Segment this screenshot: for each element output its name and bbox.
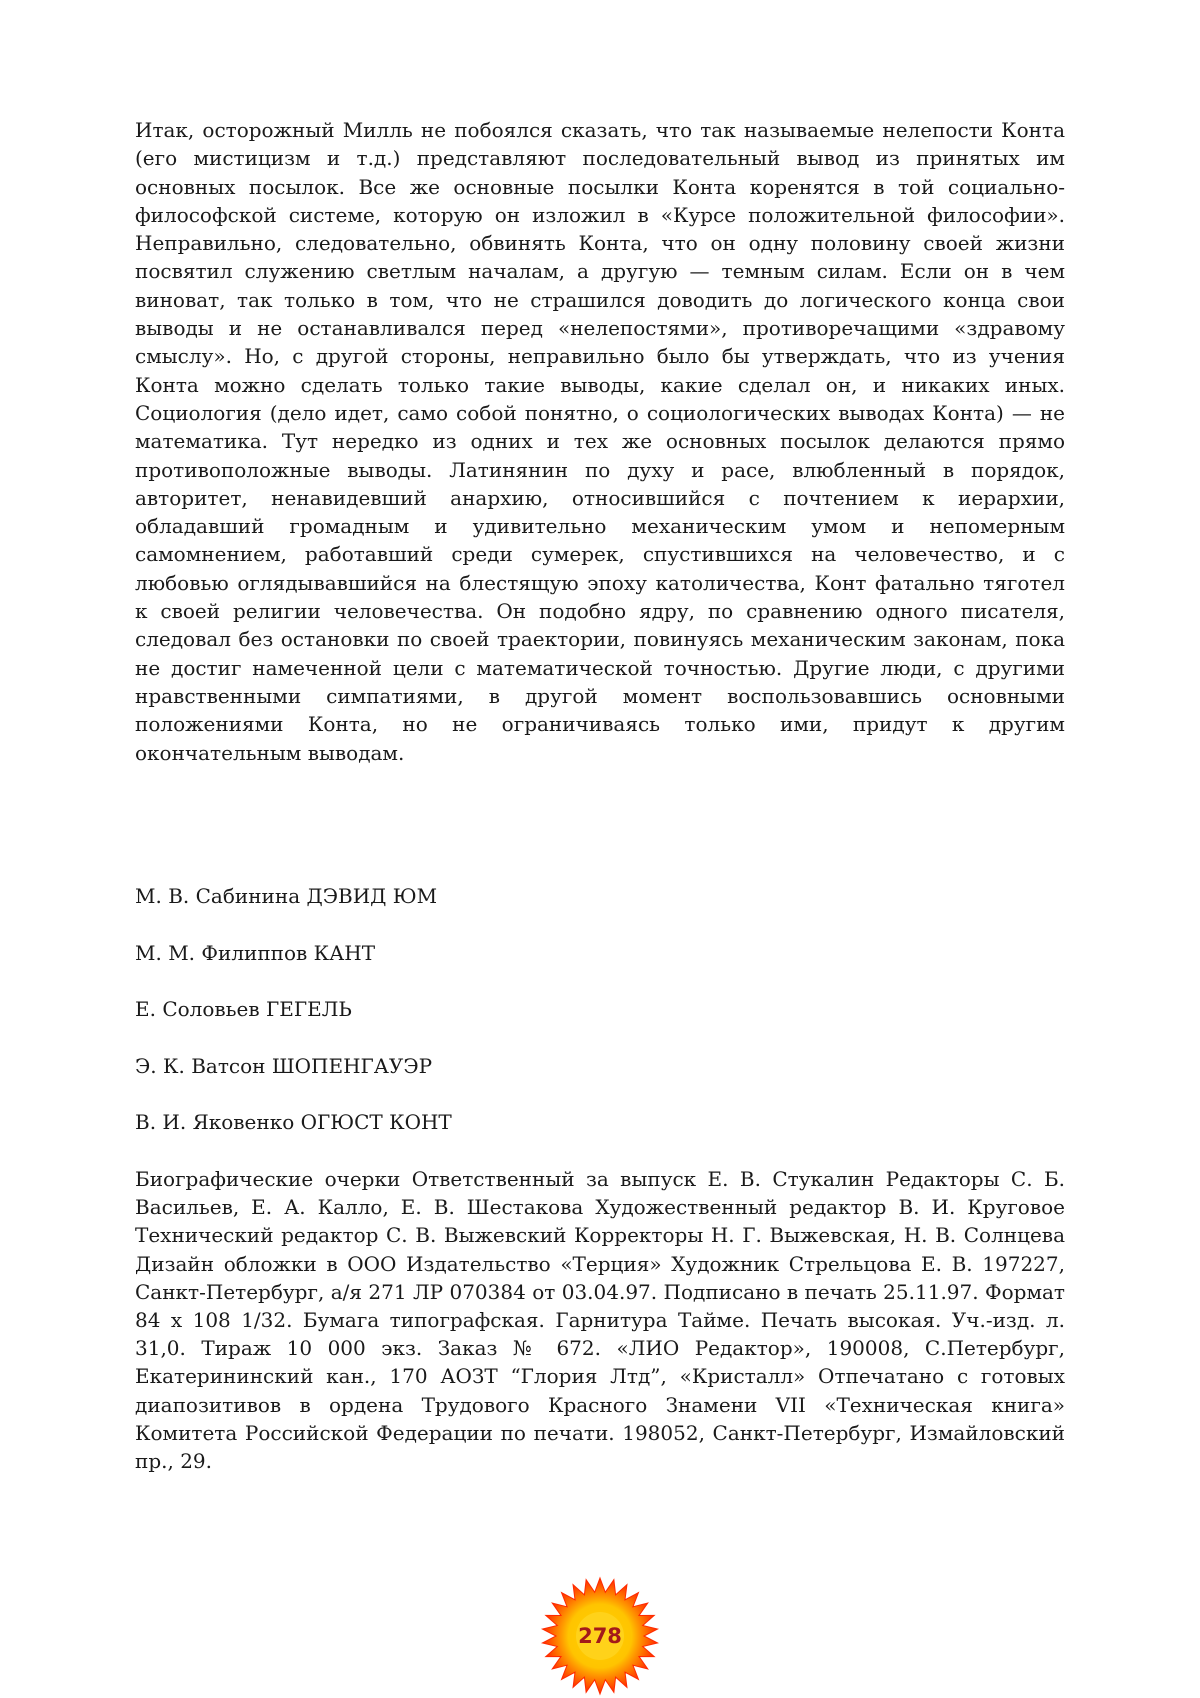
contents-entry-comte: В. И. Яковенко ОГЮСТ КОНТ xyxy=(135,1110,452,1134)
page-number: 278 xyxy=(578,1624,622,1648)
contents-entry-kant: М. М. Филиппов КАНТ xyxy=(135,940,376,965)
imprint-paragraph: Биографические очерки Ответственный за выпуск Е. В. Стукалин Редакторы С. Б. Васильев, Е. А. Калло, Е. В. Шестакова Художественный редактор В. И. Круговое Технический редактор С. В. Выжевский Корректоры Н. Г. Выжевская, Н. В. Солнцева Дизайн обложки в ООО Издательство «Терция» Художник Стрельцова Е. В. 197227, Санкт-Петербург, а/я 271 ЛР 070384 от 03.04.97. Подписано в печать 25.11.97. Формат 84 х 108 1/32. Бумага типографская. Гарнитура Тайме. Печать высокая. Уч.-изд. л. 31,0. Тираж 10 000 экз. Заказ № 672. «ЛИО Редактор», 190008, С.Петербург, Екатерининский кан., 170 АОЗТ “Глория Лтд”, «Кристалл» Отпечатано с готовых диапозитивов в ордена Трудового Красного Знамени VII «Техническая книга» Комитета Российской Федерации по печати. 198052, Санкт-Петербург, Измайловский пр., 29. xyxy=(135,1167,1065,1474)
contents-entry-hume: М. В. Сабинина ДЭВИД ЮМ xyxy=(135,884,438,908)
page-number-badge xyxy=(540,1576,660,1696)
contents-entry-schopenhauer: Э. К. Ватсон ШОПЕНГАУЭР xyxy=(135,1053,433,1078)
body-paragraph: Итак, осторожный Милль не побоялся сказать, что так называемые нелепости Конта (его мистицизм и т.д.) представляют последовательный вывод из принятых им основных посылок. Все же основные посылки Конта коренятся в той социально-философской системе, которую он изложил в «Курсе положительной философии». Неправильно, следовательно, обвинять Конта, что он одну половину своей жизни посвятил служению светлым началам, а другую — темным силам. Если он в чем виноват, так только в том, что не страшился доводить до логического конца свои выводы и не останавливался перед «нелепостями», противоречащими «здравому смыслу». Но, с другой стороны, неправильно было бы утверждать, что из учения Конта можно сделать только такие выводы, какие сделал он, и никаких иных. Социология (дело идет, само собой понятно, о социологических выводах Конта) — не математика. Тут нередко из одних и тех же основных посылок делаются прямо противоположные выводы. Латинянин по духу и расе, влюбленный в порядок, авторитет, ненавидевший анархию, относившийся с почтением к иерархии, обладавший громадным и удивительно механическим умом и непомерным самомнением, работавший среди сумерек, спустившихся на человечество, и с любовью оглядывавшийся на блестящую эпоху католичества, Конт фатально тяготел к своей религии человечества. Он подобно ядру, по сравнению одного писателя, следовал без остановки по своей траектории, повинуясь механическим законам, пока не достиг намеченной цели с математической точностью. Другие люди, с другими нравственными симпатиями, в другой момент воспользовавшись основными положениями Конта, но не ограничиваясь только ими, придут к другим окончательным выводам. xyxy=(135,118,1065,765)
contents-entry-hegel: Е. Соловьев ГЕГЕЛЬ xyxy=(135,997,352,1021)
contents-list xyxy=(135,882,1065,1165)
